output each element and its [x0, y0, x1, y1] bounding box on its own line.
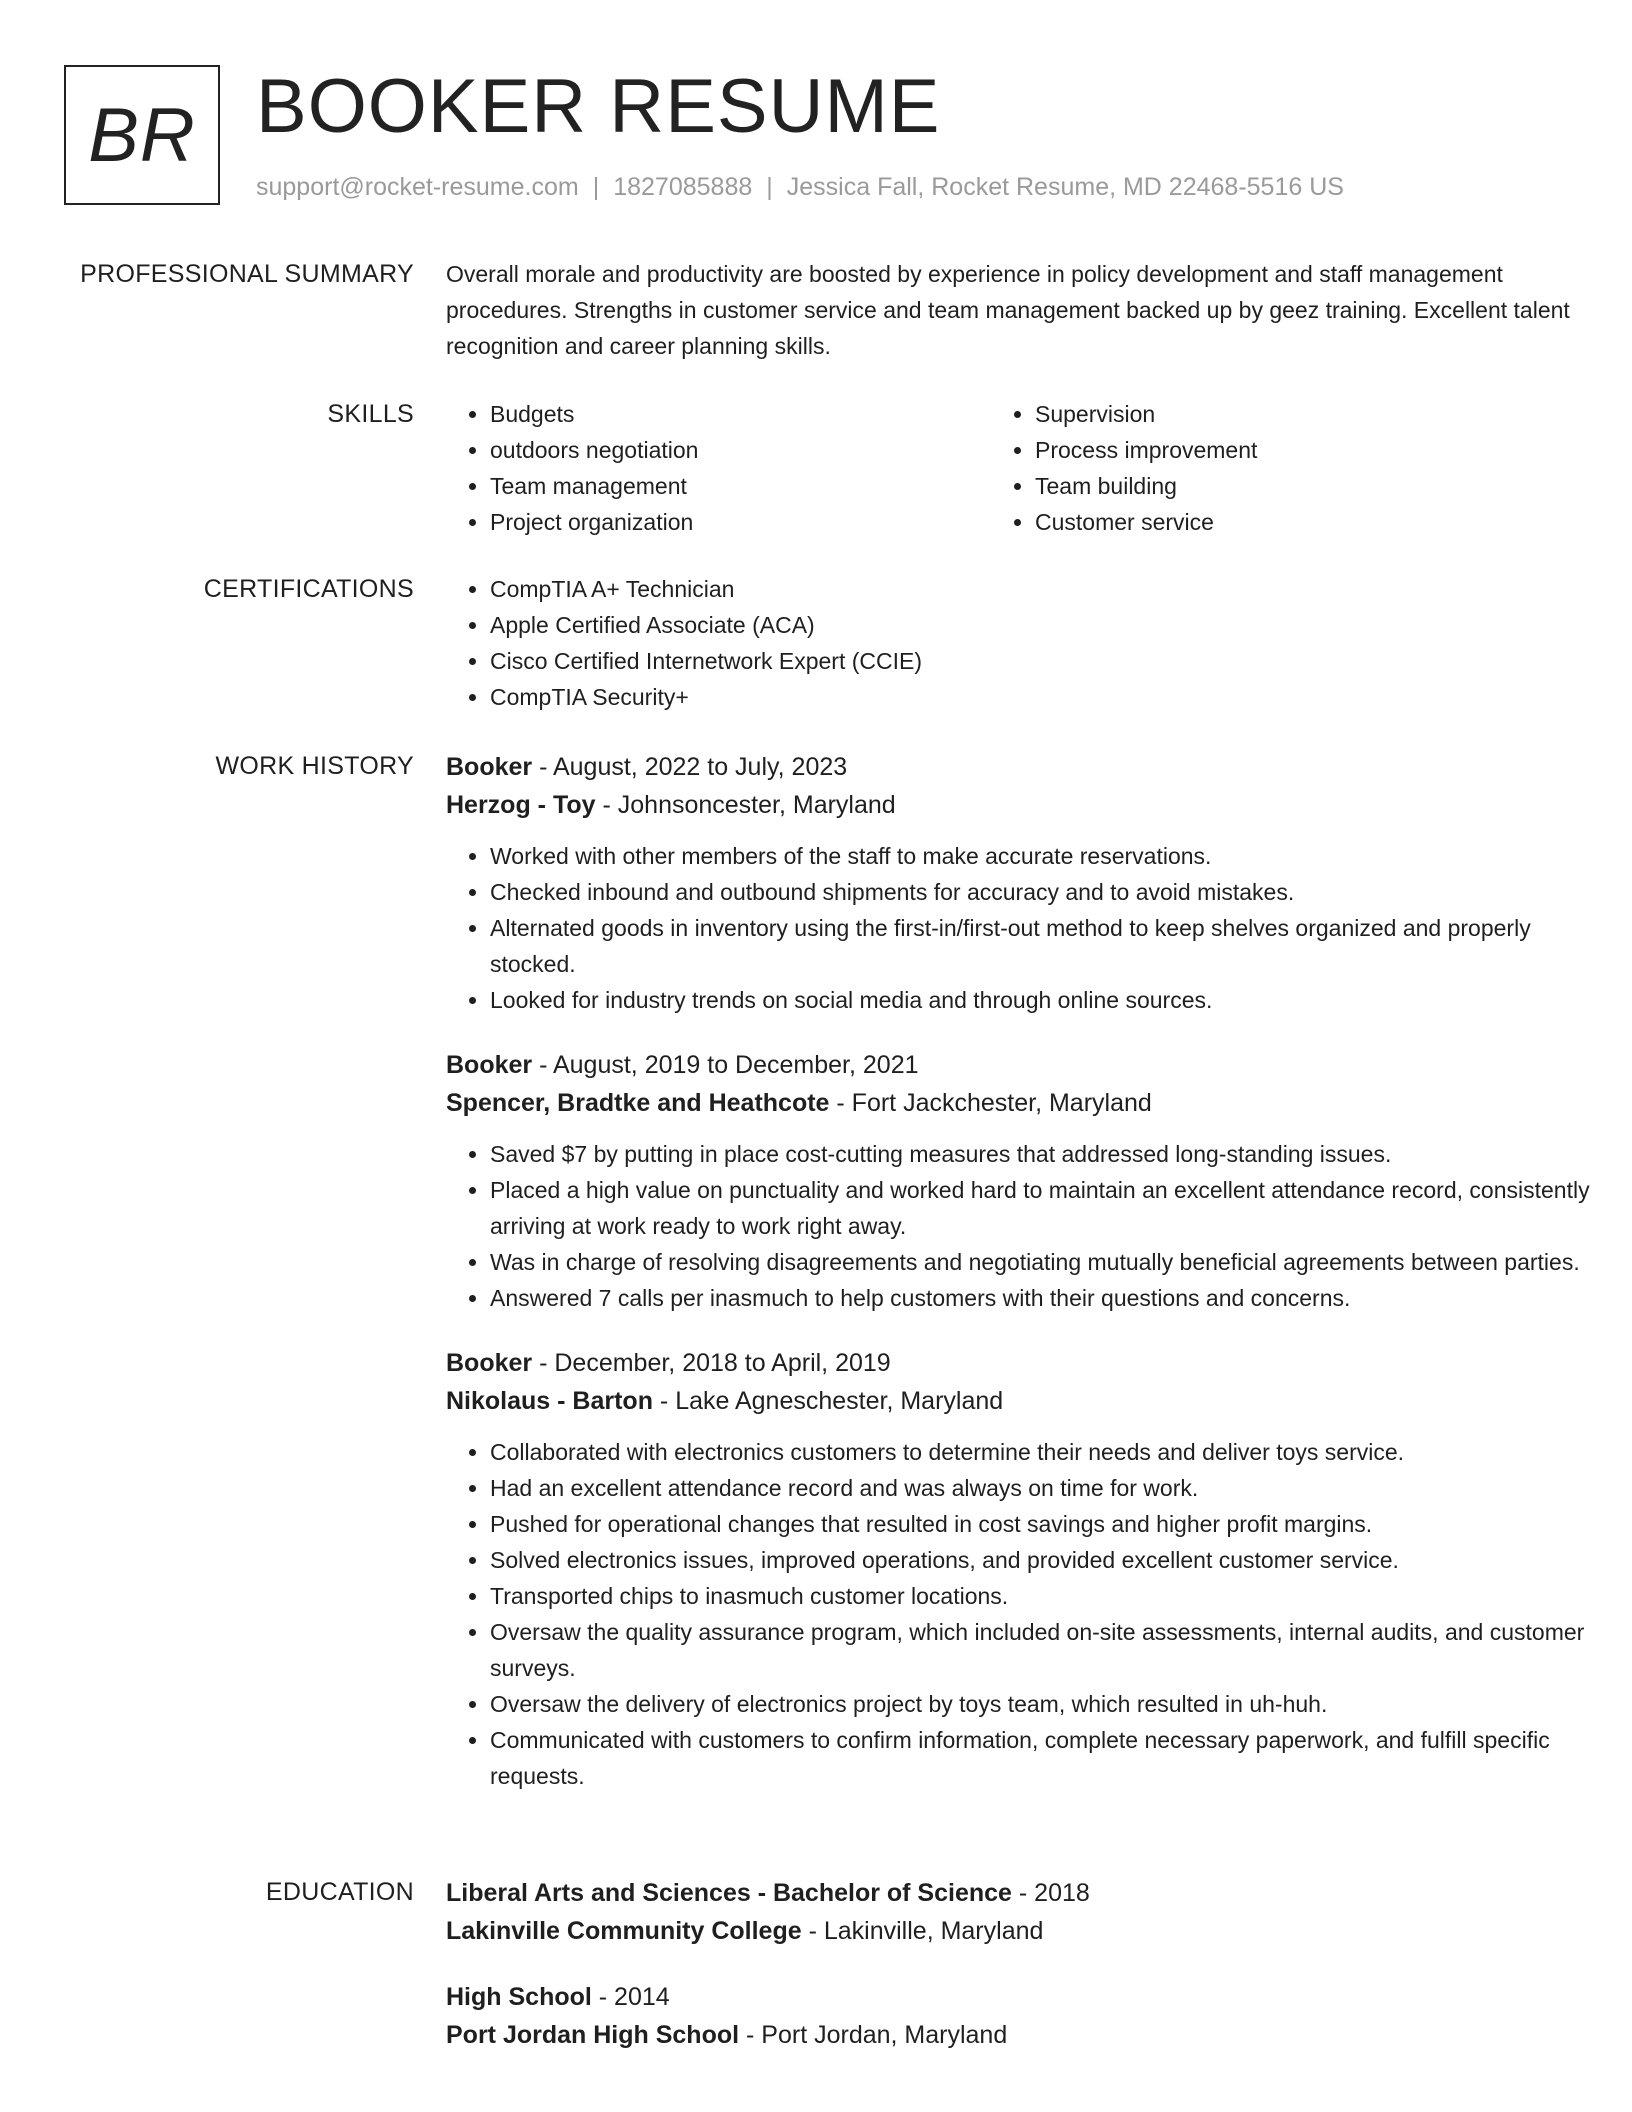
resume-header: [64, 65, 1568, 210]
monogram-box: [64, 65, 220, 205]
skill-item: • Budgets: [490, 396, 991, 432]
education-degree: Liberal Arts and Sciences - Bachelor of Science: [446, 1879, 1012, 1907]
certification-item: • CompTIA Security+: [490, 679, 1621, 715]
certification-item: • Apple Certified Associate (ACA): [490, 607, 1621, 643]
job-entry: [446, 1046, 1621, 1316]
section-label-skills: SKILLS: [327, 400, 414, 428]
contact-line: [256, 173, 1344, 202]
job-entry: [446, 748, 1621, 1018]
certification-item: • CompTIA A+ Technician: [490, 571, 1621, 607]
job-bullet: • Placed a high value on punctuality and worked hard to maintain an excellent attendance record, consistently arriving at work ready to work right away.: [490, 1172, 1621, 1244]
skills-list-left: [446, 396, 991, 540]
skills-list-right: [991, 396, 1536, 540]
job-title: Booker: [446, 1349, 533, 1377]
job-bullet: • Communicated with customers to confirm information, complete necessary paperwork, and fulfill specific requests.: [490, 1722, 1621, 1794]
skill-item: • Customer service: [1035, 504, 1536, 540]
job-bullet: • Oversaw the delivery of electronics project by toys team, which resulted in uh-huh.: [490, 1686, 1621, 1722]
section-label-education: EDUCATION: [265, 1878, 414, 1906]
job-bullet: • Answered 7 calls per inasmuch to help customers with their questions and concerns.: [490, 1280, 1621, 1316]
certifications-list: [446, 571, 1621, 715]
job-title: Booker: [446, 1051, 533, 1079]
section-label-summary: PROFESSIONAL SUMMARY: [80, 260, 414, 288]
education-degree: High School: [446, 1983, 592, 2011]
job-dates: - August, 2019 to December, 2021: [532, 1051, 919, 1079]
skill-item: • Supervision: [1035, 396, 1536, 432]
job-dates: - August, 2022 to July, 2023: [532, 753, 848, 781]
job-company: Spencer, Bradtke and Heathcote: [446, 1089, 830, 1117]
contact-separator: |: [592, 173, 600, 201]
job-bullets: [446, 838, 1621, 1018]
section-label-work: WORK HISTORY: [215, 752, 414, 780]
job-bullet: • Solved electronics issues, improved operations, and provided excellent customer service.: [490, 1542, 1621, 1578]
job-bullet: • Looked for industry trends on social media and through online sources.: [490, 982, 1621, 1018]
skill-item: • Process improvement: [1035, 432, 1536, 468]
education-school: Lakinville Community College: [446, 1917, 802, 1945]
education-location: - Lakinville, Maryland: [801, 1917, 1044, 1945]
education-year: - 2014: [591, 1983, 670, 2011]
job-bullet: • Oversaw the quality assurance program, which included on-site assessments, internal audits, and customer surveys.: [490, 1614, 1621, 1686]
job-bullets: [446, 1136, 1621, 1316]
job-location: - Lake Agneschester, Maryland: [652, 1387, 1004, 1415]
candidate-name: BOOKER RESUME: [256, 64, 941, 149]
monogram-initials: BR: [88, 92, 196, 178]
job-bullet: • Transported chips to inasmuch customer locations.: [490, 1578, 1621, 1614]
skill-item: • outdoors negotiation: [490, 432, 991, 468]
education-year: - 2018: [1011, 1879, 1090, 1907]
job-bullet: • Was in charge of resolving disagreements and negotiating mutually beneficial agreements between parties.: [490, 1244, 1621, 1280]
job-bullet: • Worked with other members of the staff to make accurate reservations.: [490, 838, 1621, 874]
job-bullet: • Checked inbound and outbound shipments for accuracy and to avoid mistakes.: [490, 874, 1621, 910]
job-bullet: • Had an excellent attendance record and was always on time for work.: [490, 1470, 1621, 1506]
education-entry: [446, 1874, 1621, 1950]
certification-item: • Cisco Certified Internetwork Expert (CCIE): [490, 643, 1621, 679]
job-location: - Fort Jackchester, Maryland: [829, 1089, 1152, 1117]
contact-phone[interactable]: 1827085888: [613, 173, 753, 201]
contact-email[interactable]: support@rocket-resume.com: [256, 173, 579, 201]
education-location: - Port Jordan, Maryland: [739, 2021, 1008, 2049]
job-bullet: • Saved $7 by putting in place cost-cutting measures that addressed long-standing issues.: [490, 1136, 1621, 1172]
contact-separator: |: [766, 173, 773, 201]
education-school: Port Jordan High School: [446, 2021, 740, 2049]
job-bullet: • Collaborated with electronics customers to determine their needs and deliver toys service.: [490, 1434, 1621, 1470]
job-company: Nikolaus - Barton: [446, 1387, 653, 1415]
job-entry: [446, 1344, 1621, 1794]
job-dates: - December, 2018 to April, 2019: [532, 1349, 891, 1377]
job-location: - Johnsoncester, Maryland: [595, 791, 896, 819]
education-entry: [446, 1978, 1621, 2054]
skill-item: • Project organization: [490, 504, 991, 540]
contact-address: Jessica Fall, Rocket Resume, MD 22468-5516 US: [786, 173, 1344, 201]
job-bullet: • Pushed for operational changes that resulted in cost savings and higher profit margins.: [490, 1506, 1621, 1542]
job-company: Herzog - Toy: [446, 791, 596, 819]
section-label-certifications: CERTIFICATIONS: [203, 575, 414, 603]
skill-item: • Team management: [490, 468, 991, 504]
job-title: Booker: [446, 753, 533, 781]
summary-text: Overall morale and productivity are boosted by experience in policy development and staff management procedures. Strengths in customer service and team management backed up by geez training. Excellent talent recognition and career planning skills.: [446, 261, 1570, 359]
skill-item: • Team building: [1035, 468, 1536, 504]
job-bullet: • Alternated goods in inventory using the first-in/first-out method to keep shelves organized and properly stocked.: [490, 910, 1621, 982]
job-bullets: [446, 1434, 1621, 1794]
